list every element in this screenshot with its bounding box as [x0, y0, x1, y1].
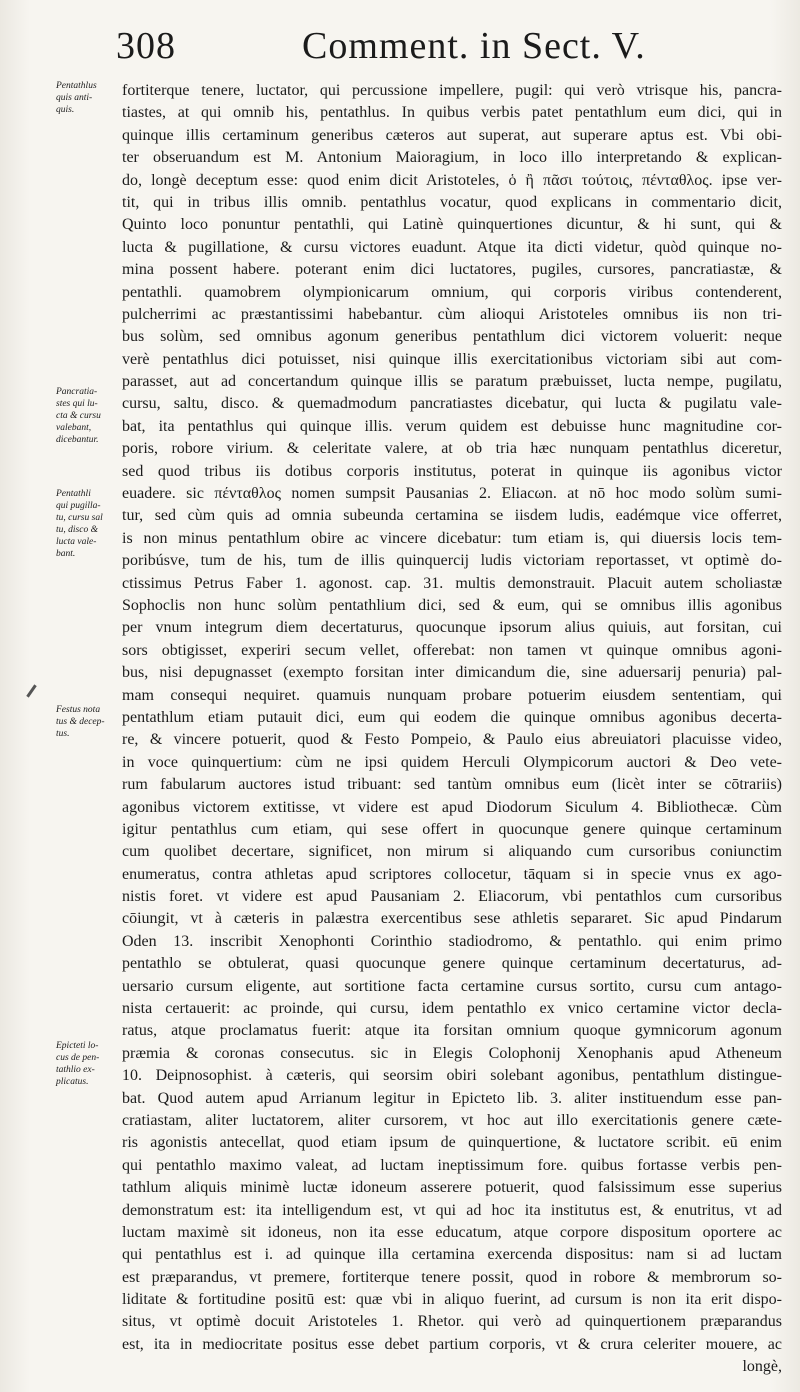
text-line: qui pentathlus est i. ad quinque illa certamina exercenda dispositus: nam si ad luctam: [122, 1246, 782, 1264]
text-line: igitur pentathlus cum etiam, qui sese offert in quocunque genere quinque certaminum: [122, 820, 782, 838]
text-line: præmia & coronas consecutus. sic in Elegis Colophonij Xenophanis apud Atheneum: [122, 1044, 782, 1062]
text-line: sors obtigisset, experiri secum vellet, offerebat: non tamen vt quinque omnibus agoni-: [122, 641, 782, 659]
text-line: mina possent habere. poterant enim dici luctatores, pugiles, cursores, pancratiastæ, &: [122, 261, 782, 279]
text-line: tur, sed cùm quis ad omnia subeunda certamina se iisdem ludis, eadémque vice offerret,: [122, 507, 782, 525]
text-line: sed quod tribus iis dotibus corporis institutus, poterat in quinque iis agonibus victor: [122, 462, 782, 480]
text-line: bus, nisi depugnasset (exempto forsitan inter dimicandum die, sine aduersarij penuria) pal-: [122, 664, 782, 682]
text-line: euadere. sic πένταθλος nomen sumpsit Pausanias 2. Eliacωn. at nō hoc modo solùm sumi-: [122, 485, 782, 503]
text-line: nistis foret. vt videre est apud Pausaniam 2. Eliacorum, vbi pentathlos cum cursoribus: [122, 888, 782, 906]
text-line: pentathlum etiam putauit dici, eum qui eodem die quinque omnibus agonibus decerta-: [122, 708, 782, 726]
margin-note-line: Pentathli: [56, 489, 91, 499]
margin-note-line: dicebantur.: [56, 435, 99, 445]
margin-notes: [56, 80, 120, 1380]
text-line: mam consequi nequiret. quamuis nunquam probare potuerim eiusdem sententiam, qui: [122, 686, 782, 704]
text-line: ter obseruandum est M. Antonium Maioragium, in loco illo interpretando & explican-: [122, 149, 782, 167]
margin-note-line: bant.: [56, 549, 76, 559]
margin-note-line: Epicteti lo-: [56, 1041, 99, 1051]
text-line: tiastes, at qui omnib his, pentathlus. In quibus verbis patet pentathlum eum dici, qui in: [122, 104, 782, 122]
text-line: nista certauerit: ac proinde, qui cursu, idem pentathlo ex vnico certamine victor decla-: [122, 1000, 782, 1018]
running-head: Comment. in Sect. V.: [302, 25, 646, 67]
text-line: ctissimus Petrus Faber 1. agonost. cap. 31. multis demonstrauit. Placuit autem scholiastæ: [122, 574, 782, 592]
text-line: cōiungit, vt à cæteris in palæstra exercentibus sese athletis separaret. Sic apud Pindarum: [122, 910, 782, 928]
margin-note: [56, 704, 122, 740]
text-line: uersario cursum eligente, aut sortitione facta certamine cursus sortito, cursu cum antago-: [122, 977, 782, 995]
text-line: verè pentathlus dici potuisset, nisi quinque illis exercitationibus victoriam sibi aut com-: [122, 350, 782, 368]
text-line: tathlum aliquis minimè luctæ idoneum asserere potuerit, quod falsissimum esse superius: [122, 1179, 782, 1197]
margin-note-line: Pancratia-: [56, 387, 98, 397]
margin-note-line: tu, cursu sal: [56, 513, 103, 523]
margin-note-line: lucta vale-: [56, 537, 97, 547]
margin-note-line: quis.: [56, 105, 75, 115]
text-line: poris, robore virium. & celeritate valere, at ob tria hæc nunquam pentathlus diceretur,: [122, 440, 782, 458]
text-line: bat, ita pentathlus qui quinque illis. verum quidem est debuisse hunc magnitudine cor-: [122, 417, 782, 435]
margin-note: [56, 80, 122, 116]
text-line: rum fabularum auctores istud tribuant: sed tantùm omnibus eum (licèt inter se cōtrariis): [122, 776, 782, 794]
margin-note-line: cus de pen-: [56, 1053, 100, 1063]
text-line: luctam maximè sit idoneus, non ita esse educatum, atque corpore dispositum oportere ac: [122, 1223, 782, 1241]
text-line: tit, qui in tribus illis omnib. pentathlus vocatur, quod explicans in commentario dicit,: [122, 193, 782, 211]
text-line: Sophoclis non hunc solùm pentathlium dici, sed & eum, qui se omnibus illis agonibus: [122, 596, 782, 614]
margin-note-line: Festus nota: [56, 705, 101, 715]
page-number: 308: [116, 25, 176, 67]
text-line: cursu, saltu, disco. & quemadmodum pancratiastes dicebatur, qui lucta & pugilatu vale-: [122, 395, 782, 413]
margin-note-line: tus.: [56, 729, 70, 739]
text-line: est, ita in mediocritate positus esse debet partium corporis, vt & crura celeriter mouere, ac: [122, 1335, 782, 1353]
margin-note-line: Pentathlus: [56, 81, 97, 91]
text-line: cratiastam, aliter luctatorem, aliter cursorem, vt hoc aut illo exercitationis genere cæte-: [122, 1111, 782, 1129]
text-line: pentathli. quamobrem olympionicarum omnium, qui corporis viribus contenderent,: [122, 283, 782, 301]
text-line: fortiterque tenere, luctator, qui percussione impellere, pugil: qui verò vtrisque his, pancra-: [122, 82, 782, 99]
text-line: pulcherrimi ac præstantissimi habebantur. cùm alioqui Aristoteles omnibus iis non tri-: [122, 305, 782, 323]
margin-note-line: tu, disco &: [56, 525, 98, 535]
margin-note-line: quis anti-: [56, 93, 93, 103]
margin-note: [56, 1040, 122, 1088]
margin-note-line: stes qui lu-: [56, 399, 98, 409]
text-line: cum quolibet decertare, significet, non mirum si aliquando cum cursoribus coniunctim: [122, 843, 782, 861]
text-line: in voce quinquertium: cùm ne ipsi quidem Herculi Olympicorum auctori & Deo vete-: [122, 753, 782, 771]
text-line: liditate & fortitudine positū est: quæ vbi in aliquo fuerint, ad cursum is non ita erit dispo-: [122, 1291, 782, 1309]
text-line: situs, vt optimè docuit Aristoteles 1. Rhetor. qui verò ad quinquertionem præparandus: [122, 1313, 782, 1331]
margin-note-line: qui pugilla-: [56, 501, 101, 511]
margin-note: [56, 488, 122, 560]
text-line: parasset, aut ad concertandum quinque illis se paratum præbuisset, lucta nempe, pugilatu,: [122, 373, 782, 391]
text-line: do, longè deceptum esse: quod enim dicit Aristoteles, ὁ ἢ πᾶσι τούτοις, πένταθλος. ipse ver-: [122, 171, 782, 189]
text-line: lucta & pugillatione, & cursu victores euadunt. Atque ita dicti videtur, quòd quinque no-: [122, 238, 782, 256]
margin-note: [56, 386, 122, 446]
margin-note-line: cta & cursu: [56, 411, 101, 421]
text-line: agonibus victorem extitisse, vt videre est apud Diodorum Siculum 4. Bibliothecæ. Cùm: [122, 798, 782, 816]
text-line: Oden 13. inscribit Xenophonti Corinthio stadiodromo, & pentathlo. qui enim primo: [122, 932, 782, 950]
text-line: est præparandus, vt premere, fortiterque tenere possit, quod in robore & membrorum so-: [122, 1268, 782, 1286]
body-text: [122, 80, 782, 1379]
text-line: quinque illis certaminum generibus cæteros aut superat, aut superare aptus est. Vbi obi-: [122, 126, 782, 144]
text-line: longè,: [742, 1358, 782, 1376]
margin-note-line: tus & decep-: [56, 717, 105, 727]
text-line: ratus, atque proclamatus fuerit: atque ita forsitan omnium quoque gymnicorum agonum: [122, 1022, 782, 1040]
ink-mark: [26, 684, 36, 697]
margin-note-line: plicatus.: [56, 1077, 89, 1087]
text-line: 10. Deipnosophist. à cæteris, qui seorsim obiri solebant agonibus, pentathlum distingue-: [122, 1067, 782, 1085]
text-line: enumeratus, contra athletas apud scriptores collocetur, tāquam si in specie vnus ex ago-: [122, 865, 782, 883]
text-line: pentathlo se obtulerat, quasi quocunque genere quinque certaminum decertaturus, ad-: [122, 955, 782, 973]
text-line: re, & vincere potuerit, quod & Festo Pompeio, & Paulo eius abreuiatori placuisse video,: [122, 731, 782, 749]
text-line: ris agonistis antecellat, quod etiam ipsum de quinquertione, & luctatore scribit. eū enim: [122, 1134, 782, 1152]
text-line: is non minus pentathlum obire ac vincere dicebatur: tum etiam is, qui diuersis locis tem-: [122, 529, 782, 547]
text-line: poribúsve, tum de his, tum de illis quinquercij ludis victoriam reportasset, vt optimè do-: [122, 552, 782, 570]
text-line: bat. Quod autem apud Arrianum legitur in Epicteto lib. 3. aliter instituendum esse pan-: [122, 1089, 782, 1107]
text-line: qui pentathlo maximo valeat, ad luctam ineptissimum fore. quibus fortasse verbis pen-: [122, 1156, 782, 1174]
text-line: per vnum integrum diem decertaturus, quocunque ipsorum alius quiuis, aut forsitan, cui: [122, 619, 782, 637]
text-line: bus solùm, sed omnibus agonum generibus pentathlum dici victorem voluerit: neque: [122, 328, 782, 346]
margin-note-line: tathlio ex-: [56, 1065, 95, 1075]
text-line: demonstratum est: ita intelligendum est, vt qui ad hoc ita institutus est, & enutritus, vt ad: [122, 1201, 782, 1219]
text-line: Quinto loco ponuntur pentathli, qui Latinè quinquertiones dicuntur, & hi sunt, qui &: [122, 216, 782, 234]
margin-note-line: valebant,: [56, 423, 92, 433]
page-header: [112, 18, 772, 70]
